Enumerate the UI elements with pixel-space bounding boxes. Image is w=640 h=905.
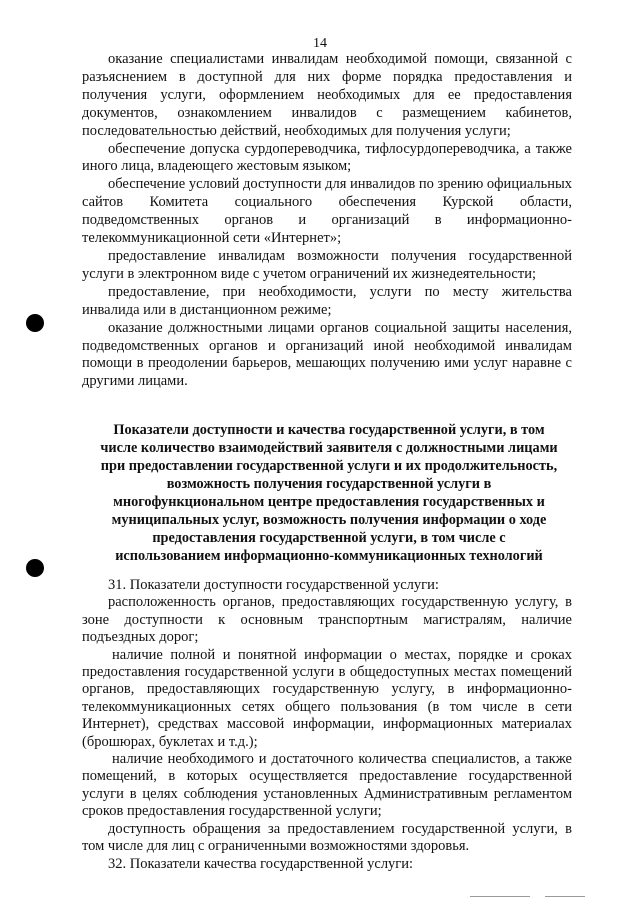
page-number: 14 [313,36,327,51]
heading-line: числе количество взаимодействий заявителя с должностными лицами [100,440,558,456]
paragraph-sign-language: обеспечение допуска сурдопереводчика, тифлосурдопереводчика, а также иного лица, владеющего жестовым языком; [82,140,572,175]
availability-indicators-section [82,577,572,873]
paragraph-staff: наличие необходимого и достаточного количества специалистов, а также помещений, в которых осуществляется предоставление государственной услуги в целях соблюдения установленных Административным регламентом сроков предоставления государственной услуги; [82,751,572,820]
paragraph-official-assistance: оказание должностными лицами органов социальной защиты населения, подведомственных органов и организаций иной необходимой инвалидам помощи в преодолении барьеров, мешающих получению ими услуг наравне с другими лицами. [82,319,572,390]
accessibility-measures-section [82,51,572,391]
heading-line: при предоставлении государственной услуги и их продолжительность, [100,458,558,474]
heading-line: предоставления государственной услуги, в том числе с [152,530,506,546]
paragraph-information: наличие полной и понятной информации о местах, порядке и сроках предоставления государственной услуги в общедоступных местах помещений органов, предоставляющих государственную услугу, в информационно-телекоммуникационных сетях общего пользования (в том числе в сети Интернет), средствах массовой информации, информационных материалах (брошюрах, буклетах и т.д.); [82,646,572,750]
heading-line: возможность получения государственной услуги в [166,476,492,492]
clause-32-title: 32. Показатели качества государственной услуги: [108,855,414,872]
heading-line: муниципальных услуг, возможность получения информации о ходе [111,512,547,528]
heading-line: многофункциональном центре предоставления государственных и [113,494,545,510]
punch-hole-mark [26,314,44,332]
heading-line: Показатели доступности и качества государственной услуги, в том [113,422,545,438]
heading-line: использованием информационно-коммуникационных технологий [115,548,543,564]
scan-edge-mark [545,896,585,897]
clause-31-title: 31. Показатели доступности государственной услуги: [108,577,439,593]
scan-edge-mark [470,896,530,897]
paragraph-remote-service: предоставление, при необходимости, услуги по месту жительства инвалида или в дистанционном режиме; [82,283,572,318]
paragraph-website-accessibility: обеспечение условий доступности для инвалидов по зрению официальных сайтов Комитета социального обеспечения Курской области, подведомственных органов и организаций в информационно-телекоммуникационной сети «Интернет»; [82,176,572,247]
paragraph-assistance: оказание специалистами инвалидам необходимой помощи, связанной с разъяснением в доступной для них форме порядка предоставления и получения услуги, оформлением необходимых для ее предоставления документов, ознакомлением инвалидов с размещением кабинетов, последовательностью действий, необходимых для получения услуги; [82,51,572,139]
section-heading [72,421,586,565]
paragraph-location: расположенность органов, предоставляющих государственную услугу, в зоне доступности к основным транспортным магистралям, наличие подъездных дорог; [82,594,572,646]
punch-hole-mark [26,559,44,577]
paragraph-electronic-service: предоставление инвалидам возможности получения государственной услуги в электронном виде с учетом ограничений их жизнедеятельности; [82,247,572,282]
paragraph-availability: доступность обращения за предоставлением государственной услуги, в том числе для лиц с ограниченными возможностями здоровья. [82,820,572,855]
